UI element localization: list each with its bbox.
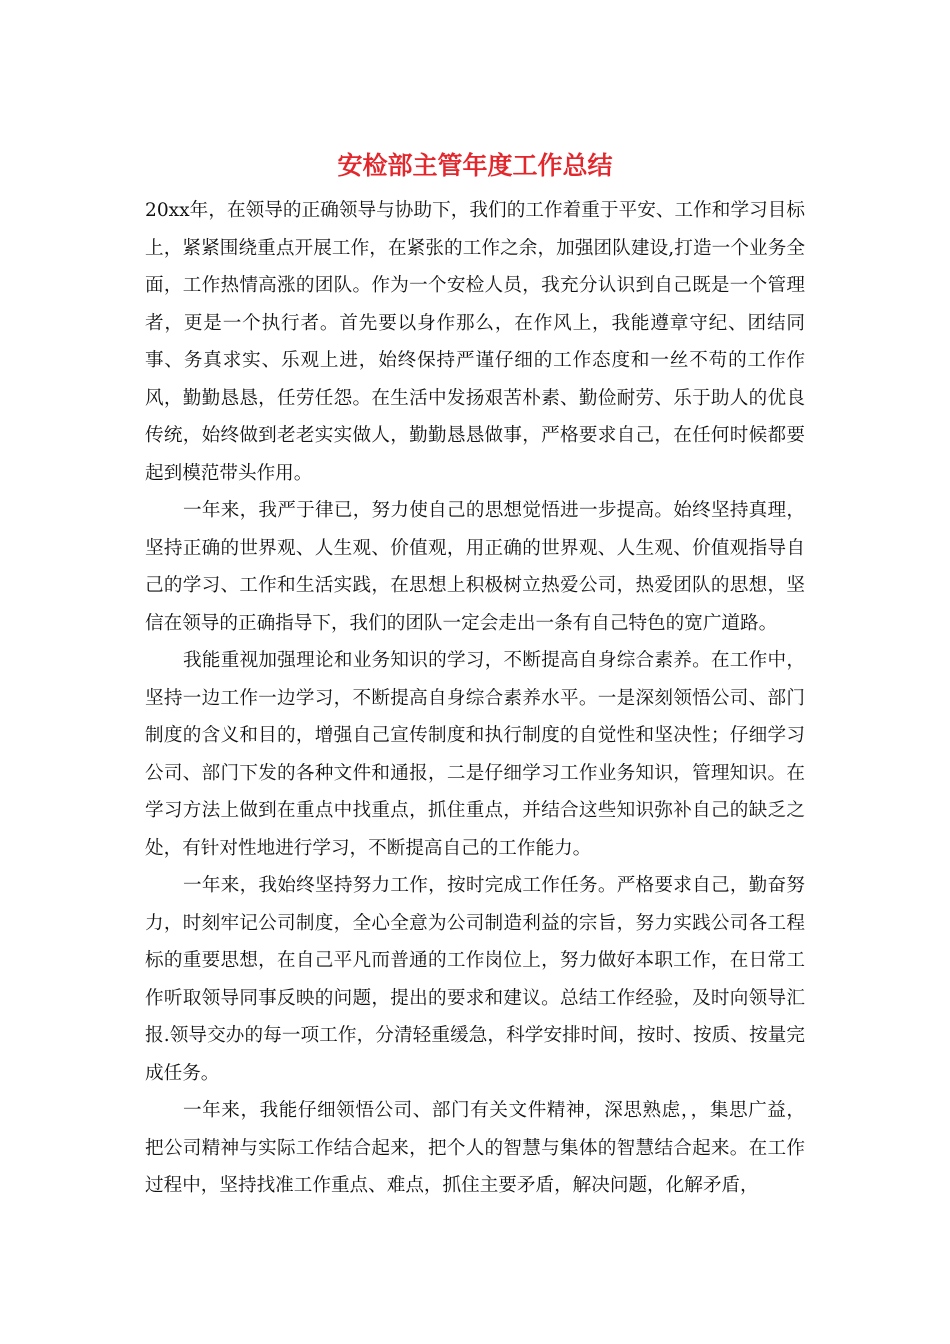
document-body [145, 192, 805, 1205]
paragraph-5: 一年来，我能仔细领悟公司、部门有关文件精神，深思熟虑，，集思广益，把公司精神与实际工作结合起来，把个人的智慧与集体的智慧结合起来。在工作过程中，坚持找准工作重点、难点，抓住主要矛盾，解决问题，化解矛盾， [145, 1100, 805, 1196]
document-title: 安检部主管年度工作总结 [337, 151, 613, 180]
paragraph-1: 20xx年，在领导的正确领导与协助下，我们的工作着重于平安、工作和学习目标上，紧紧围绕重点开展工作，在紧张的工作之余，加强团队建设,打造一个业务全面，工作热情高涨的团队。作为一个安检人员，我充分认识到自己既是一个管理者，更是一个执行者。首先要以身作那么，在作风上，我能遵章守纪、团结同事、务真求实、乐观上进，始终保持严谨仔细的工作态度和一丝不苟的工作作风，勤勤恳恳，任劳任怨。在生活中发扬艰苦朴素、勤俭耐劳、乐于助人的优良传统，始终做到老老实实做人，勤勤恳恳做事，严格要求自己，在任何时候都要起到模范带头作用。 [145, 200, 805, 484]
paragraph-2: 一年来，我严于律已，努力使自己的思想觉悟进一步提高。始终坚持真理，坚持正确的世界观、人生观、价值观，用正确的世界观、人生观、价值观指导自己的学习、工作和生活实践，在思想上积极树立热爱公司，热爱团队的思想，坚信在领导的正确指导下，我们的团队一定会走出一条有自己特色的宽广道路。 [145, 500, 805, 634]
paragraph-3: 我能重视加强理论和业务知识的学习，不断提高自身综合素养。在工作中，坚持一边工作一边学习，不断提高自身综合素养水平。一是深刻领悟公司、部门制度的含义和目的，增强自己宣传制度和执行制度的自觉性和坚决性；仔细学习公司、部门下发的各种文件和通报，二是仔细学习工作业务知识，管理知识。在学习方法上做到在重点中找重点，抓住重点，并结合这些知识弥补自己的缺乏之处，有针对性地进行学习，不断提高自己的工作能力。 [145, 650, 805, 859]
paragraph-4: 一年来，我始终坚持努力工作，按时完成工作任务。严格要求自己，勤奋努力，时刻牢记公司制度，全心全意为公司制造利益的宗旨，努力实践公司各工程标的重要思想，在自己平凡而普通的工作岗位上，努力做好本职工作，在日常工作听取领导同事反映的问题，提出的要求和建议。总结工作经验，及时向领导汇报.领导交办的每一项工作，分清轻重缓急，科学安排时间，按时、按质、按量完成任务。 [145, 875, 805, 1084]
